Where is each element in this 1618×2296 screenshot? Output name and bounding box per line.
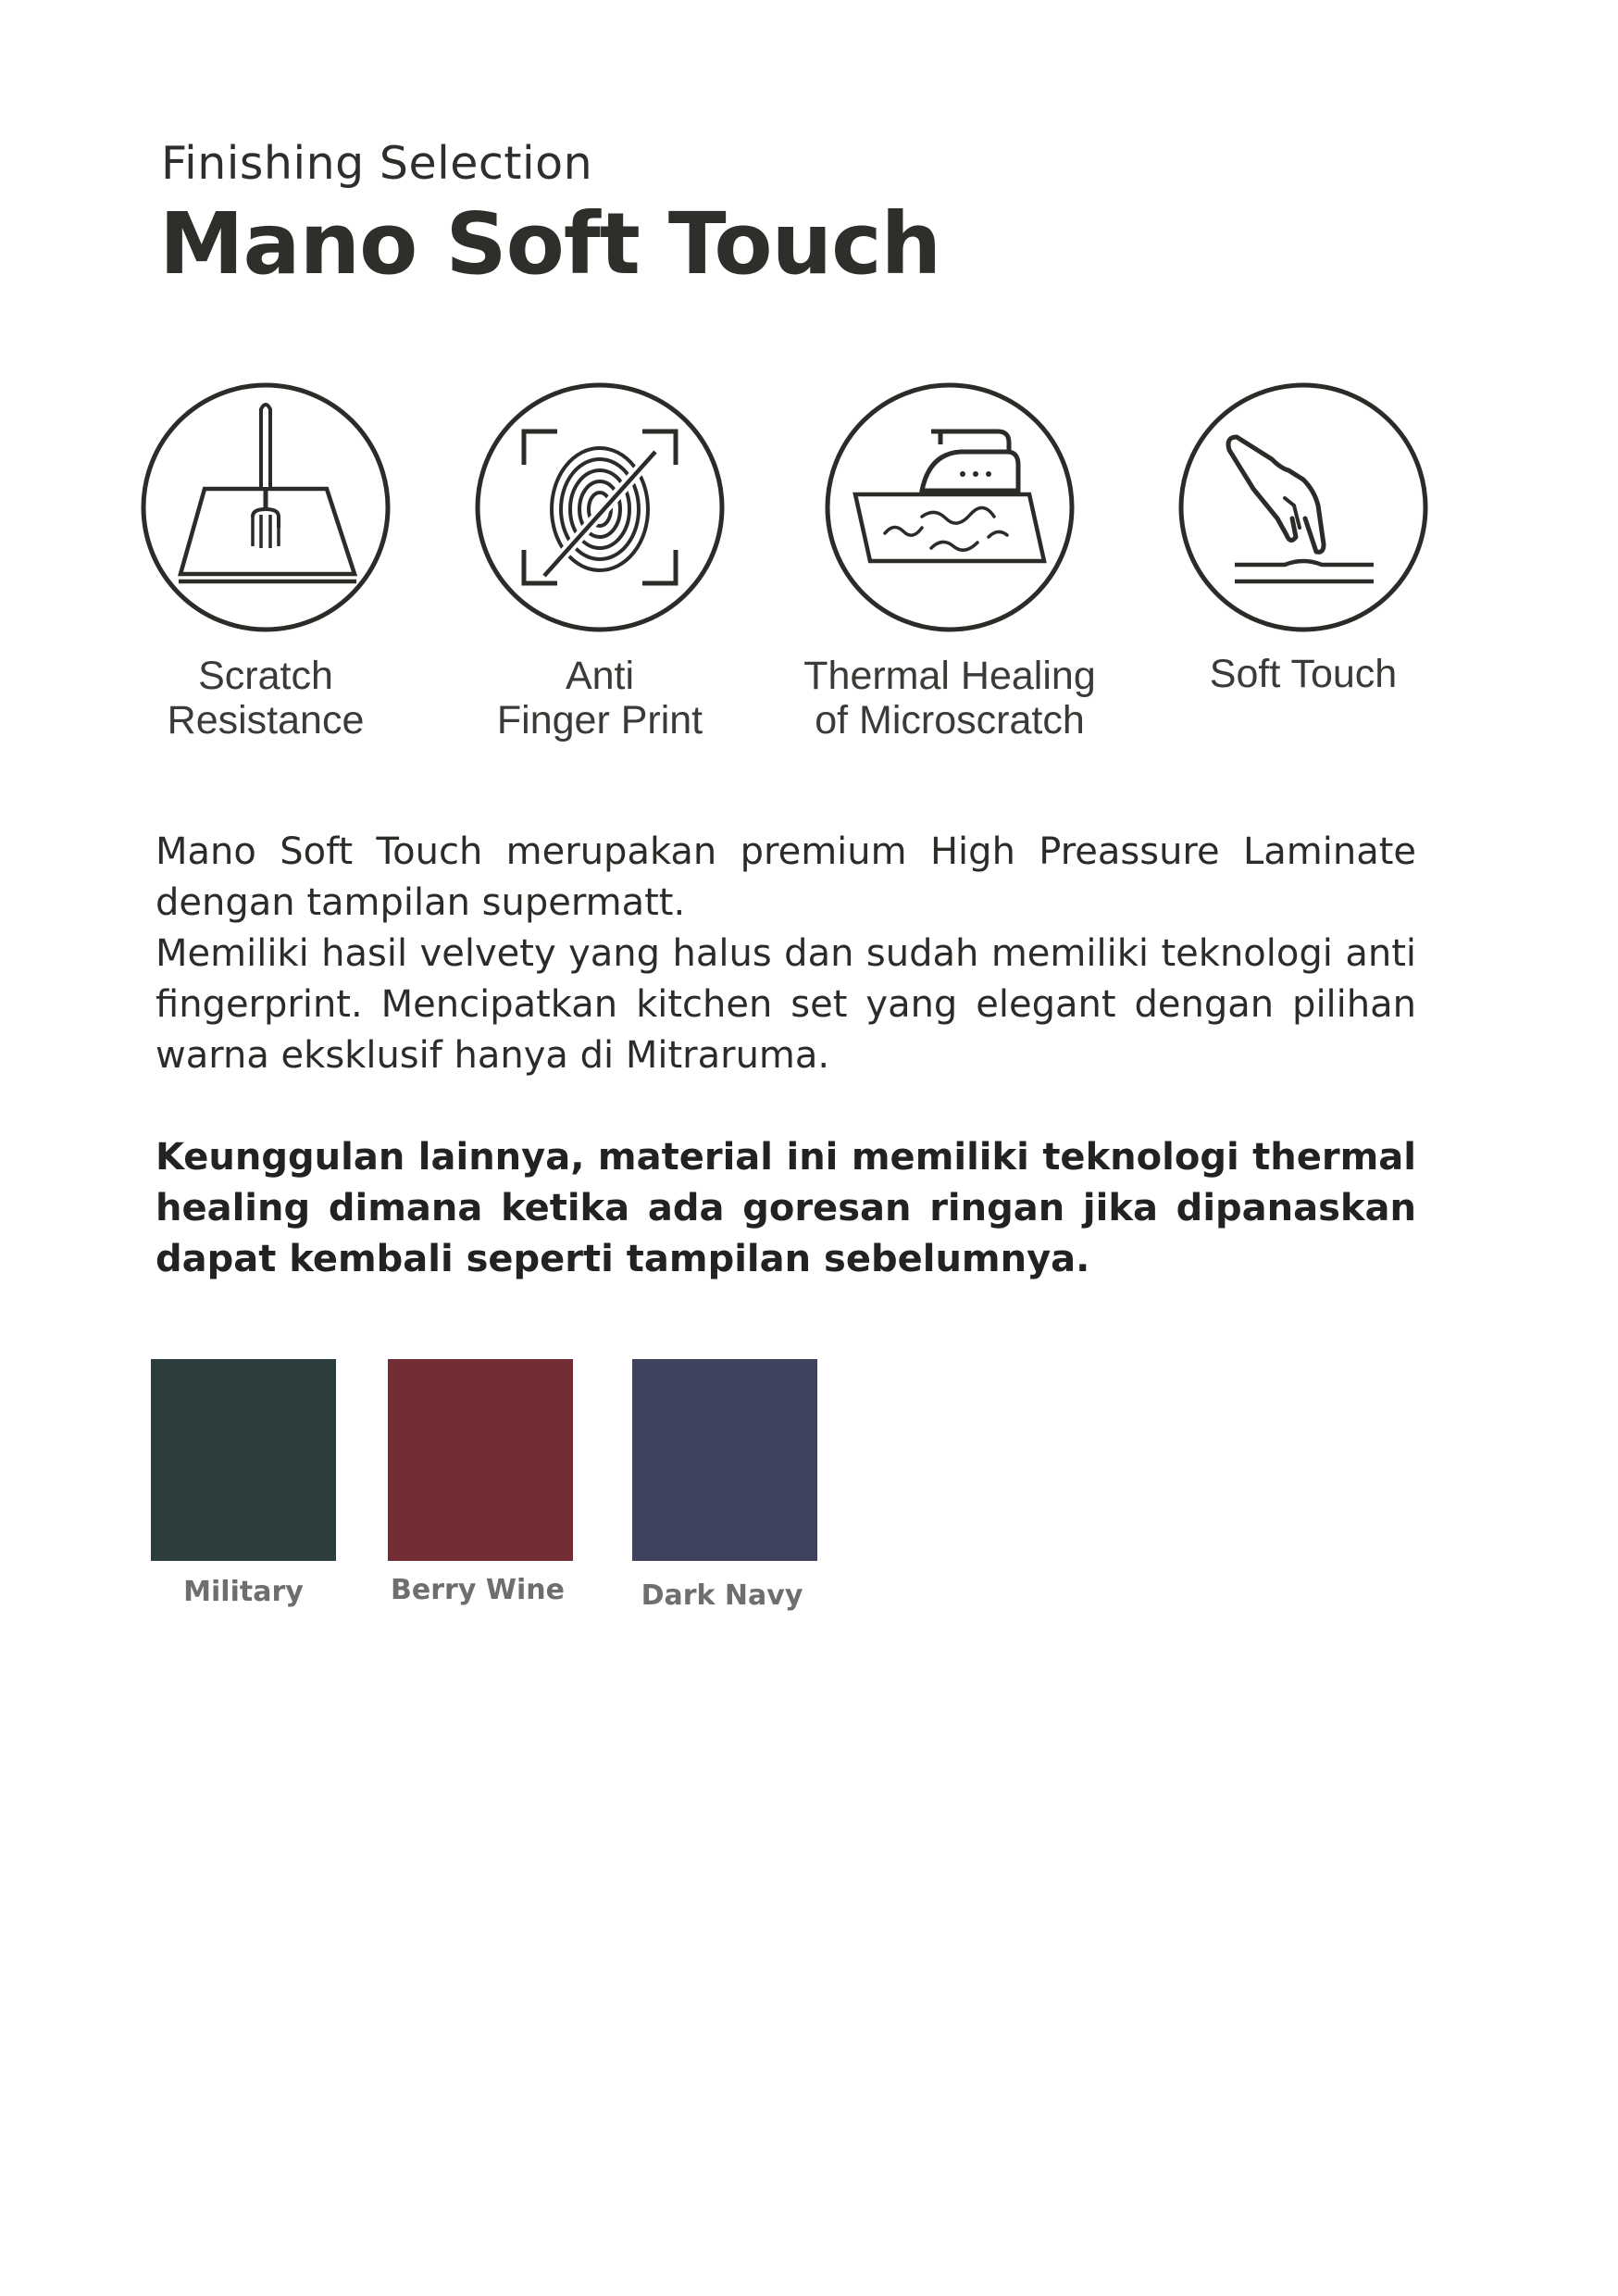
feature-soft-touch xyxy=(1137,380,1470,768)
feature-label: Soft Touch xyxy=(1209,652,1398,696)
feature-thermal-healing xyxy=(783,380,1116,768)
description xyxy=(156,827,1416,1285)
page-title: Mano Soft Touch xyxy=(159,194,941,293)
feature-label: Scratch Resistance xyxy=(167,654,365,742)
color-swatch-label: Military xyxy=(183,1576,304,1608)
color-swatch-berry-wine xyxy=(388,1359,573,1561)
feature-anti-finger-print xyxy=(433,380,766,768)
touch-hand-icon xyxy=(1176,380,1431,635)
color-swatch-label: Berry Wine xyxy=(391,1574,565,1606)
feature-label: Anti Finger Print xyxy=(496,654,703,742)
iron-icon xyxy=(822,380,1077,635)
fingerprint-icon xyxy=(472,380,728,635)
color-swatch-military xyxy=(151,1359,336,1561)
color-swatch-label: Dark Navy xyxy=(641,1579,803,1612)
description-paragraph: Memiliki hasil velvety yang halus dan sudah memiliki teknologi anti fingerprint. Mencipatkan kitchen set yang elegant dengan pilihan warna eksklusif hanya di Mitraruma. xyxy=(156,932,1416,1077)
section-subtitle: Finishing Selection xyxy=(161,137,593,190)
description-paragraph: Mano Soft Touch merupakan premium High Preassure Laminate dengan tampilan supermatt. xyxy=(156,830,1416,924)
feature-scratch-resistance xyxy=(99,380,432,768)
fork-scratch-icon xyxy=(138,380,393,635)
feature-label: Thermal Healing of Microscratch xyxy=(803,654,1096,742)
description-highlight: Keunggulan lainnya, material ini memiliki teknologi thermal healing dimana ketika ada goresan ringan jika dipanaskan dapat kembali seperti tampilan sebelumnya. xyxy=(156,1136,1416,1280)
color-swatch-dark-navy xyxy=(632,1359,817,1561)
